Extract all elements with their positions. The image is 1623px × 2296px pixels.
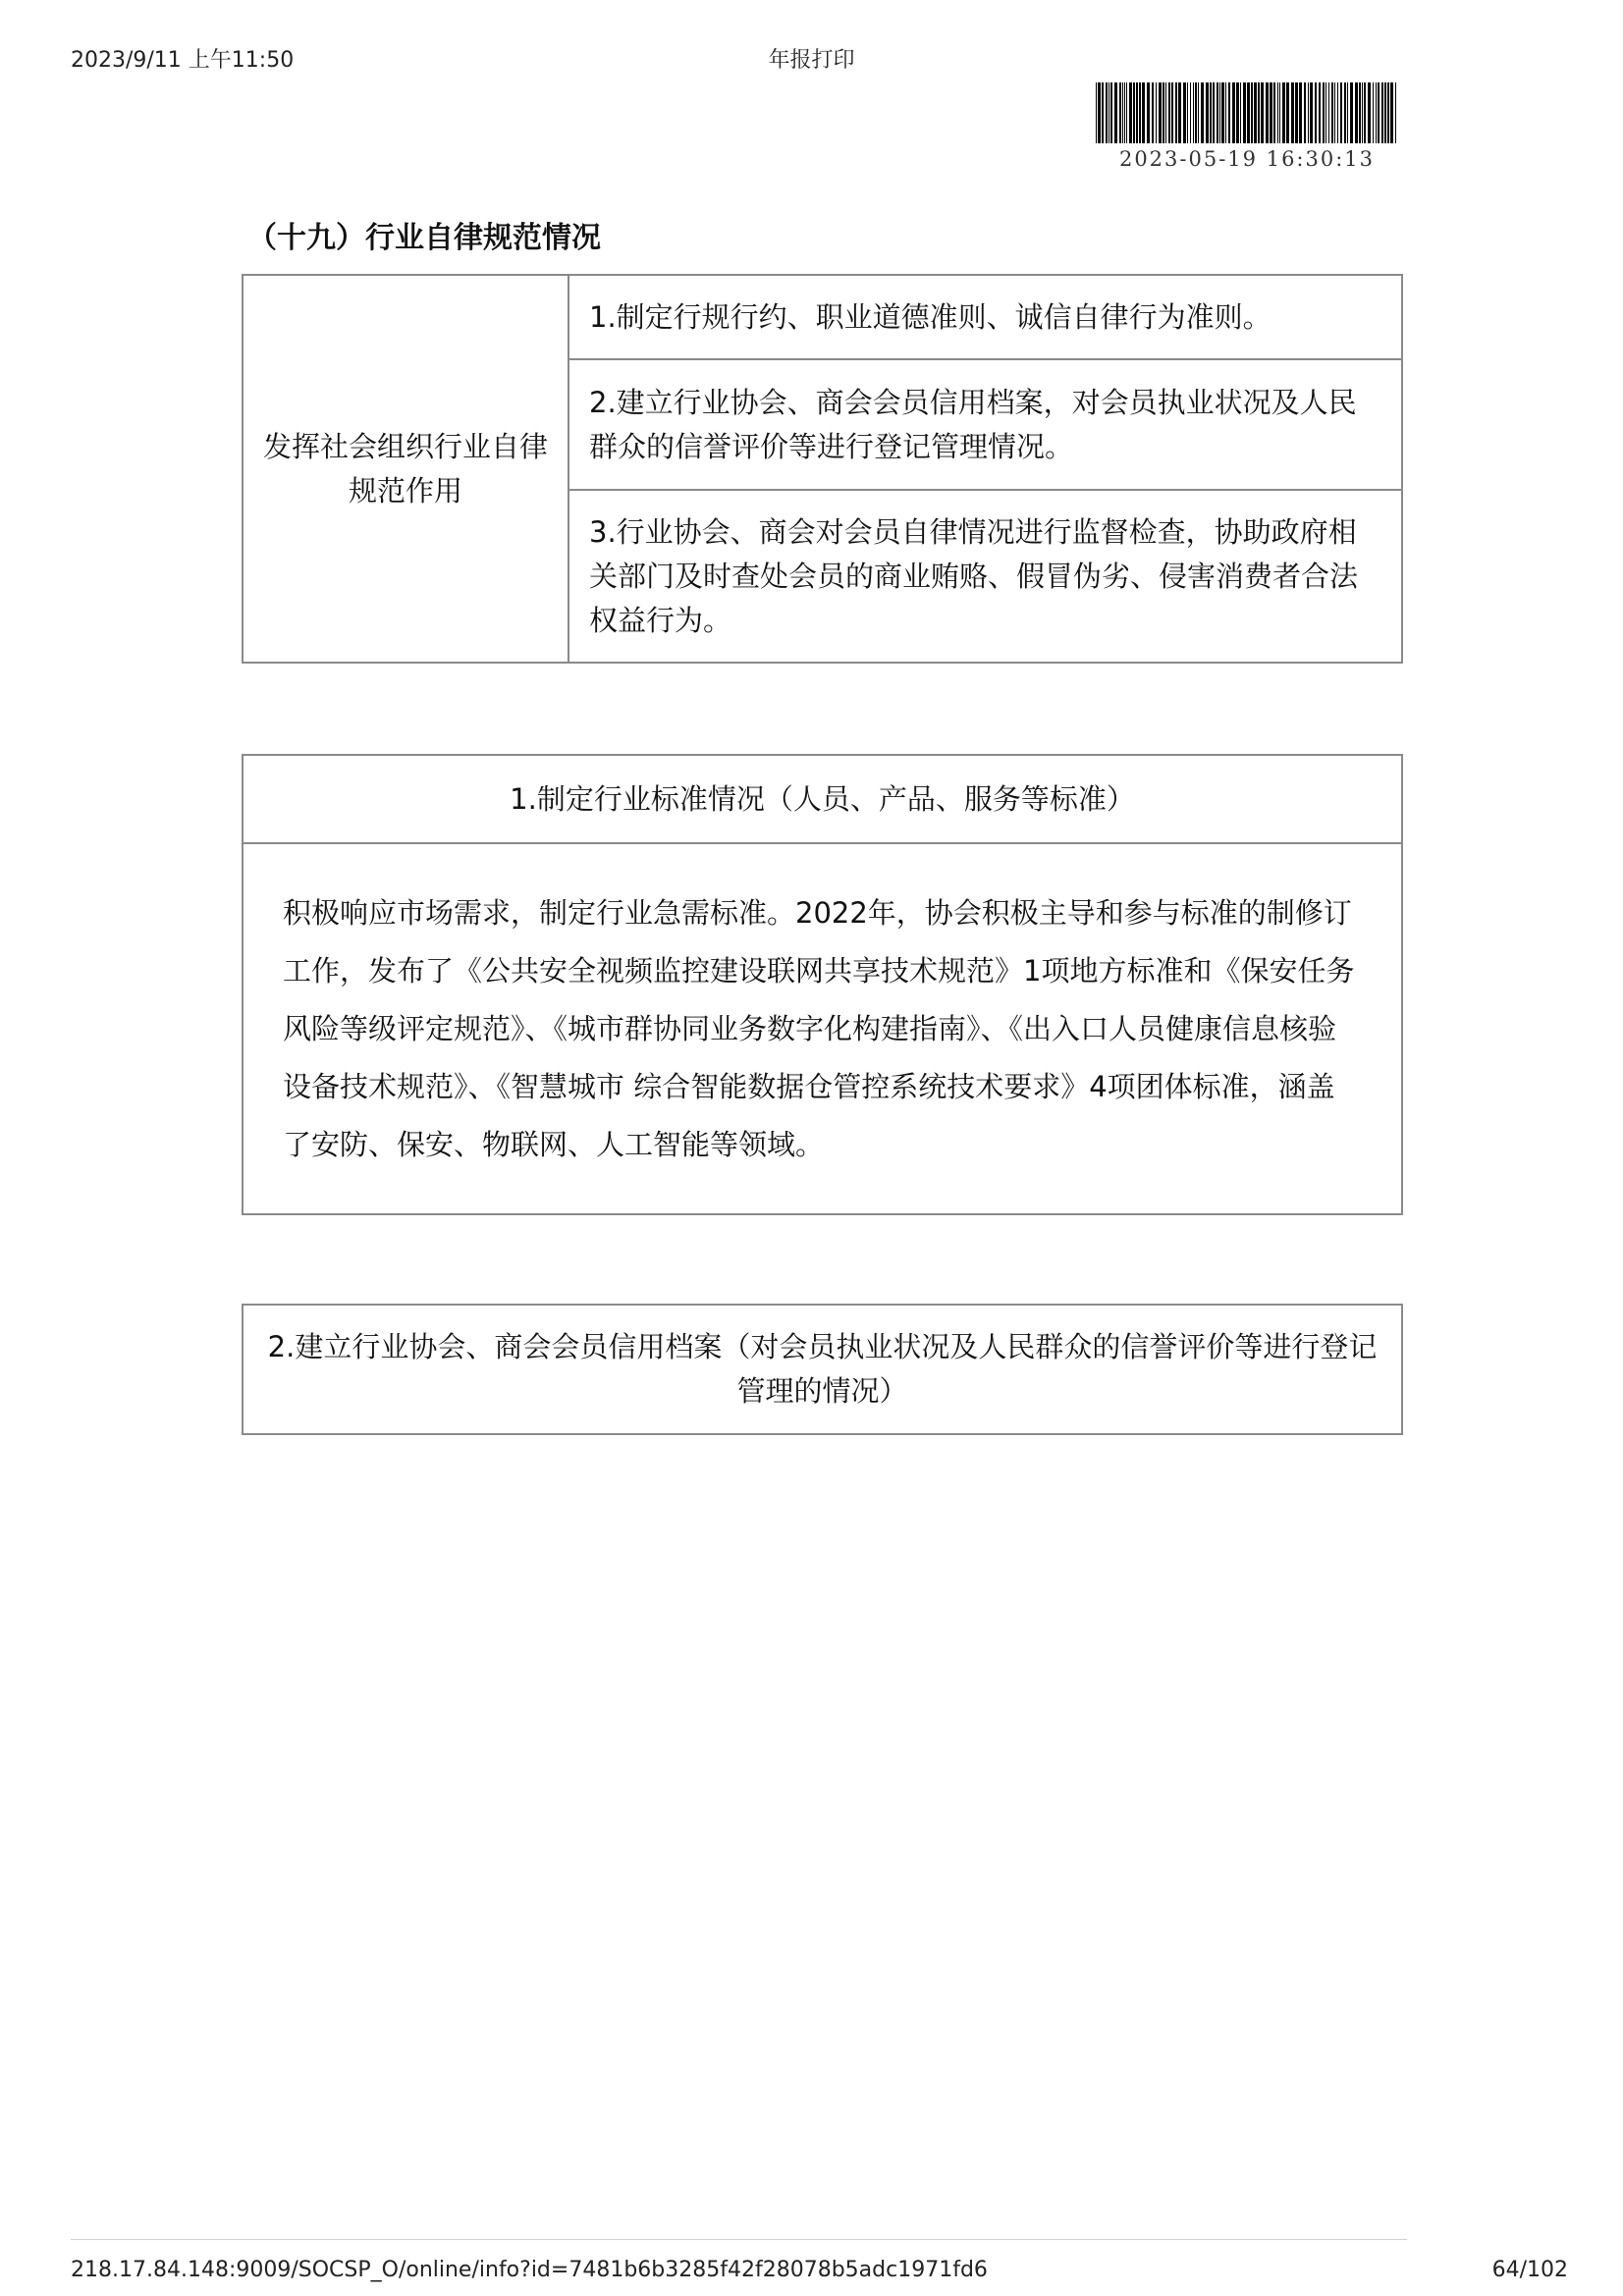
barcode-bar: [1266, 82, 1269, 143]
industry-standards-heading: 1.制定行业标准情况（人员、产品、服务等标准）: [243, 755, 1402, 843]
barcode-bar: [1347, 82, 1348, 143]
barcode-bar: [1373, 82, 1374, 143]
barcode-bar: [1328, 82, 1329, 143]
barcode-bar: [1258, 82, 1260, 143]
barcode-bar: [1139, 82, 1141, 143]
print-timestamp: 2023/9/11 上午11:50: [71, 48, 295, 73]
barcode-bar: [1359, 82, 1361, 143]
barcode-bar: [1340, 82, 1342, 143]
barcode-timestamp: 2023-05-19 16:30:13: [1118, 147, 1376, 171]
barcode-bar: [1098, 82, 1101, 143]
table-row: [243, 1305, 1402, 1434]
barcode-bar: [1319, 82, 1321, 143]
barcode-bar: [1129, 82, 1132, 143]
barcode-bar: [1124, 82, 1125, 143]
barcode-bar: [1254, 82, 1257, 143]
barcode-bar: [1106, 82, 1108, 143]
barcode-bar: [1114, 82, 1117, 143]
barcode-bar: [1325, 82, 1326, 143]
barcode-bar: [1344, 82, 1346, 143]
barcode-bar: [1270, 82, 1272, 143]
barcode-bar: [1279, 82, 1280, 143]
barcode-bar: [1315, 82, 1317, 143]
barcode-bar: [1219, 82, 1220, 143]
barcode-bar: [1221, 82, 1224, 143]
self-regulation-item: 1.制定行规行约、职业道德准则、诚信自律行为准则。: [568, 275, 1402, 359]
barcode-bar: [1277, 82, 1278, 143]
barcode-bar: [1136, 82, 1138, 143]
barcode-bar: [1381, 82, 1383, 143]
barcode-bar: [1142, 82, 1145, 143]
barcode-bar: [1147, 82, 1150, 143]
barcode-bar: [1310, 82, 1313, 143]
barcode-bar: [1190, 82, 1191, 143]
barcode-bar: [1102, 82, 1104, 143]
barcode-bar: [1323, 82, 1325, 143]
print-title: 年报打印: [768, 48, 855, 73]
barcode-bar: [1387, 82, 1389, 143]
barcode-bar: [1152, 82, 1154, 143]
barcode-bar: [1193, 82, 1194, 143]
barcode-bar: [1232, 82, 1235, 143]
section-title: （十九）行业自律规范情况: [247, 221, 601, 255]
barcode-bar: [1334, 82, 1335, 143]
barcode-bar: [1195, 82, 1197, 143]
barcode-bar: [1126, 82, 1127, 143]
barcode-bar: [1122, 82, 1123, 143]
barcode-bar: [1243, 82, 1246, 143]
self-regulation-table: [242, 274, 1403, 664]
barcode-bar: [1119, 82, 1121, 143]
barcode-bar: [1308, 82, 1309, 143]
barcode-bar: [1183, 82, 1186, 143]
barcode-bar: [1384, 82, 1386, 143]
barcode-bar: [1178, 82, 1181, 143]
self-regulation-item: 2.建立行业协会、商会会员信用档案，对会员执业状况及人民群众的信誉评价等进行登记管理情况。: [568, 359, 1402, 490]
barcode-image: [1096, 82, 1396, 143]
barcode-bar: [1133, 82, 1135, 143]
barcode-bar: [1299, 82, 1302, 143]
footer-divider: [71, 2239, 1407, 2240]
barcode-bar: [1163, 82, 1164, 143]
barcode-bar: [1295, 82, 1298, 143]
barcode-bar: [1110, 82, 1112, 143]
barcode-bar: [1368, 82, 1371, 143]
barcode-bar: [1247, 82, 1250, 143]
barcode-bar: [1210, 82, 1212, 143]
barcode-bar: [1096, 82, 1097, 143]
barcode-bar: [1390, 82, 1393, 143]
barcode-bar: [1261, 82, 1264, 143]
barcode-bar: [1165, 82, 1166, 143]
barcode-bar: [1304, 82, 1306, 143]
barcode-bar: [1171, 82, 1173, 143]
barcode-bar: [1378, 82, 1380, 143]
barcode-bar: [1175, 82, 1177, 143]
industry-standards-content: 积极响应市场需求，制定行业急需标准。2022年，协会积极主导和参与标准的制修订工作，发布了《公共安全视频监控建设联网共享技术规范》1项地方标准和《保安任务风险等级评定规范》、《城市群协同业务数字化构建指南》、《出入口人员健康信息核验设备技术规范》、《智慧城市 综合智能数据仓管控系统技术要求》4项团体标准，涵盖了安防、保安、物联网、人工智能等领域。: [243, 843, 1402, 1214]
table-row: [243, 275, 1402, 359]
page-number: 64/102: [1491, 2258, 1568, 2282]
barcode-bar: [1251, 82, 1253, 143]
barcode-bar: [1331, 82, 1333, 143]
barcode-bar: [1337, 82, 1338, 143]
barcode-bar: [1225, 82, 1226, 143]
self-regulation-item: 3.行业协会、商会对会员自律情况进行监督检查，协助政府相关部门及时查处会员的商业贿赂、假冒伪劣、侵害消费者合法权益行为。: [568, 490, 1402, 663]
table-row: [243, 843, 1402, 1214]
barcode-bar: [1213, 82, 1215, 143]
barcode-bar: [1291, 82, 1294, 143]
barcode-bar: [1286, 82, 1289, 143]
barcode-bar: [1187, 82, 1188, 143]
credit-records-heading: 2.建立行业协会、商会会员信用档案（对会员执业状况及人民群众的信誉评价等进行登记管理的情况）: [243, 1305, 1402, 1434]
barcode-bar: [1362, 82, 1363, 143]
table-row: [243, 755, 1402, 843]
barcode-bar: [1355, 82, 1358, 143]
barcode-bar: [1201, 82, 1204, 143]
barcode-bar: [1364, 82, 1366, 143]
barcode-bar: [1206, 82, 1209, 143]
barcode-bar: [1395, 82, 1396, 143]
barcode-bar: [1236, 82, 1239, 143]
barcode-bar: [1228, 82, 1230, 143]
barcode-bar: [1240, 82, 1241, 143]
barcode-bar: [1350, 82, 1353, 143]
barcode-bar: [1159, 82, 1162, 143]
barcode-bar: [1168, 82, 1170, 143]
barcode-bar: [1282, 82, 1285, 143]
barcode-bar: [1217, 82, 1218, 143]
credit-records-table: [242, 1304, 1403, 1435]
industry-standards-table: [242, 754, 1403, 1215]
self-regulation-label: 发挥社会组织行业自律规范作用: [243, 275, 568, 663]
barcode-bar: [1376, 82, 1377, 143]
barcode-bar: [1198, 82, 1199, 143]
footer-url: 218.17.84.148:9009/SOCSP_O/online/info?id=7481b6b3285f42f28078b5adc1971fd6: [71, 2258, 988, 2282]
barcode-bar: [1156, 82, 1157, 143]
barcode-bar: [1273, 82, 1275, 143]
